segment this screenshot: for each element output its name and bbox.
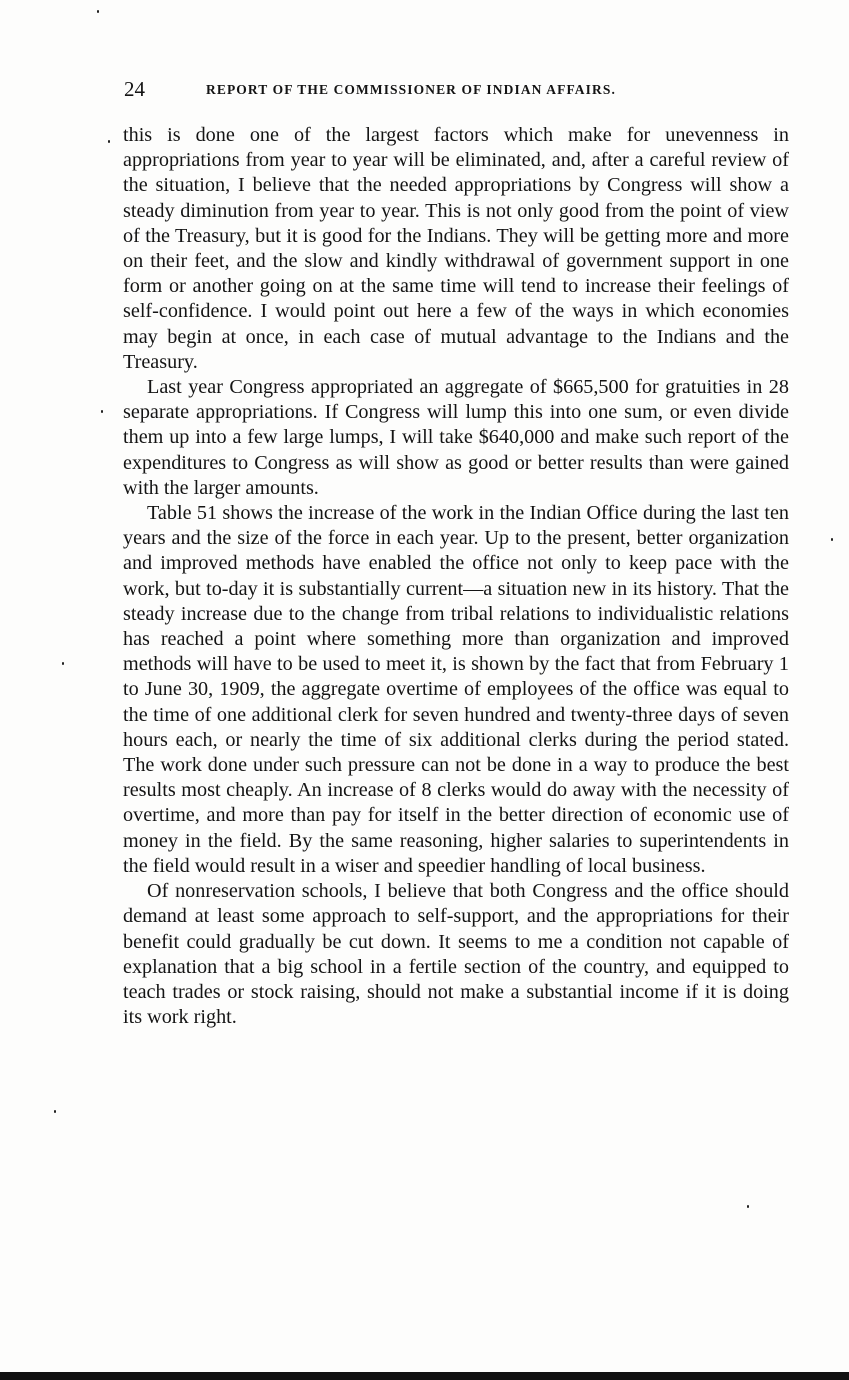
paragraph-gratuities: Last year Congress appropriated an aggregate of $665,500 for gratuities in 28 separate appropriations. If Congress will lump this into one sum, or even divide them up into a few large lumps, I will take $640,000 and make such report of the expenditures to Congress as will show as good or better results than were gained with the larger amounts. xyxy=(123,376,789,499)
page-header xyxy=(116,76,788,106)
body-text xyxy=(123,123,789,1030)
scan-speck xyxy=(108,140,110,143)
scan-speck xyxy=(831,538,833,541)
running-head: REPORT OF THE COMMISSIONER OF INDIAN AFFAIRS. xyxy=(206,82,616,97)
scan-speck xyxy=(54,1110,56,1113)
paragraph-nonreservation-schools: Of nonreservation schools, I believe that both Congress and the office should demand at least some approach to self-support, and the appropriations for their benefit could gradually be cut down. It seems to me a condition not capable of explanation that a big school in a fertile section of the country, and equipped to teach trades or stock raising, should not make a substantial income if it is doing its work right. xyxy=(123,880,789,1029)
page-number: 24 xyxy=(124,77,145,101)
scan-speck xyxy=(747,1205,749,1208)
scan-speck xyxy=(97,10,99,13)
paragraph-continuation: this is done one of the largest factors which make for unevenness in appropriations from year to year will be eliminated, and, after a careful review of the situation, I believe that the needed appropriations by Congress will show a steady diminution from year to year. This is not only good from the point of view of the Treasury, but it is good for the Indians. They will be getting more and more on their feet, and the slow and kindly withdrawal of government support in one form or another going on at the same time will tend to increase their feelings of self-confidence. I would point out here a few of the ways in which economies may begin at once, in each case of mutual advantage to the Indians and the Treasury. xyxy=(123,124,789,373)
page-bottom-edge xyxy=(0,1372,849,1380)
scan-speck xyxy=(101,410,103,413)
scan-speck xyxy=(62,662,64,665)
paragraph-indian-office-work: Table 51 shows the increase of the work in the Indian Office during the last ten years and the size of the force in each year. Up to the present, better organization and improved methods have enabled the office not only to keep pace with the work, but to-day it is substantially current—a situation new in its history. That the steady increase due to the change from tribal relations to individualistic relations has reached a point where something more than organization and improved methods will have to be used to meet it, is shown by the fact that from February 1 to June 30, 1909, the aggregate overtime of employees of the office was equal to the time of one additional clerk for seven hundred and twenty-three days of seven hours each, or nearly the time of six additional clerks during the period stated. The work done under such pressure can not be done in a way to produce the best results most cheaply. An increase of 8 clerks would do away with the necessity of overtime, and more than pay for itself in the better direction of economic use of money in the field. By the same reasoning, higher salaries to superintendents in the field would result in a wiser and speedier handling of local business. xyxy=(123,502,789,877)
